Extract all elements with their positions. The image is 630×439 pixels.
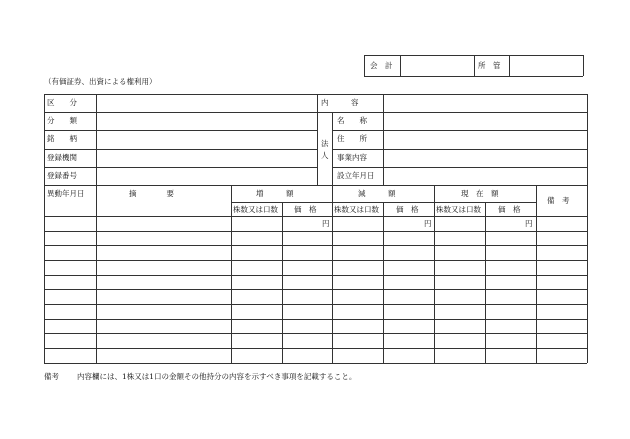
registration-agency-label: 登録機関 xyxy=(47,153,77,162)
content-label: 内 容 xyxy=(321,98,359,107)
increase-price-header: 価 格 xyxy=(294,205,317,214)
current-price-header: 価 格 xyxy=(498,205,521,214)
footnote-label: 備考 xyxy=(44,372,59,381)
decrease-yen-unit: 円 xyxy=(424,219,432,228)
corporation-label-1: 法 xyxy=(321,139,329,148)
corp-business-label: 事業内容 xyxy=(337,153,367,162)
current-yen-unit: 円 xyxy=(525,219,533,228)
decrease-col-header: 減 額 xyxy=(358,189,396,198)
issue-name-label: 銘 柄 xyxy=(47,134,77,143)
corporation-label-2: 人 xyxy=(321,151,329,160)
current-col-header: 現 在 額 xyxy=(461,189,499,198)
footnote-text: 内容欄には、1株又は1口の金額その他持分の内容を示すべき事項を記載すること。 xyxy=(77,372,357,381)
jurisdiction-label: 所 管 xyxy=(478,61,501,70)
increase-shares-header: 株数又は口数 xyxy=(233,205,278,214)
classification-label: 分 類 xyxy=(47,116,77,125)
current-shares-header: 株数又は口数 xyxy=(436,205,481,214)
corp-address-label: 住 所 xyxy=(337,134,367,143)
category-label: 区 分 xyxy=(47,98,77,107)
form-subtitle: （有価証券、出資による権利用） xyxy=(44,77,157,86)
remarks-col-header: 備 考 xyxy=(547,196,570,205)
registration-number-label: 登録番号 xyxy=(47,171,77,180)
date-col-header: 異動年月日 xyxy=(47,189,85,198)
corp-name-label: 名 称 xyxy=(337,116,367,125)
decrease-price-header: 価 格 xyxy=(396,205,419,214)
increase-yen-unit: 円 xyxy=(322,219,330,228)
decrease-shares-header: 株数又は口数 xyxy=(334,205,379,214)
summary-col-header: 摘 要 xyxy=(129,189,174,198)
corp-established-label: 設立年月日 xyxy=(337,171,375,180)
accounting-label: 会 計 xyxy=(370,61,393,70)
increase-col-header: 増 額 xyxy=(256,189,294,198)
